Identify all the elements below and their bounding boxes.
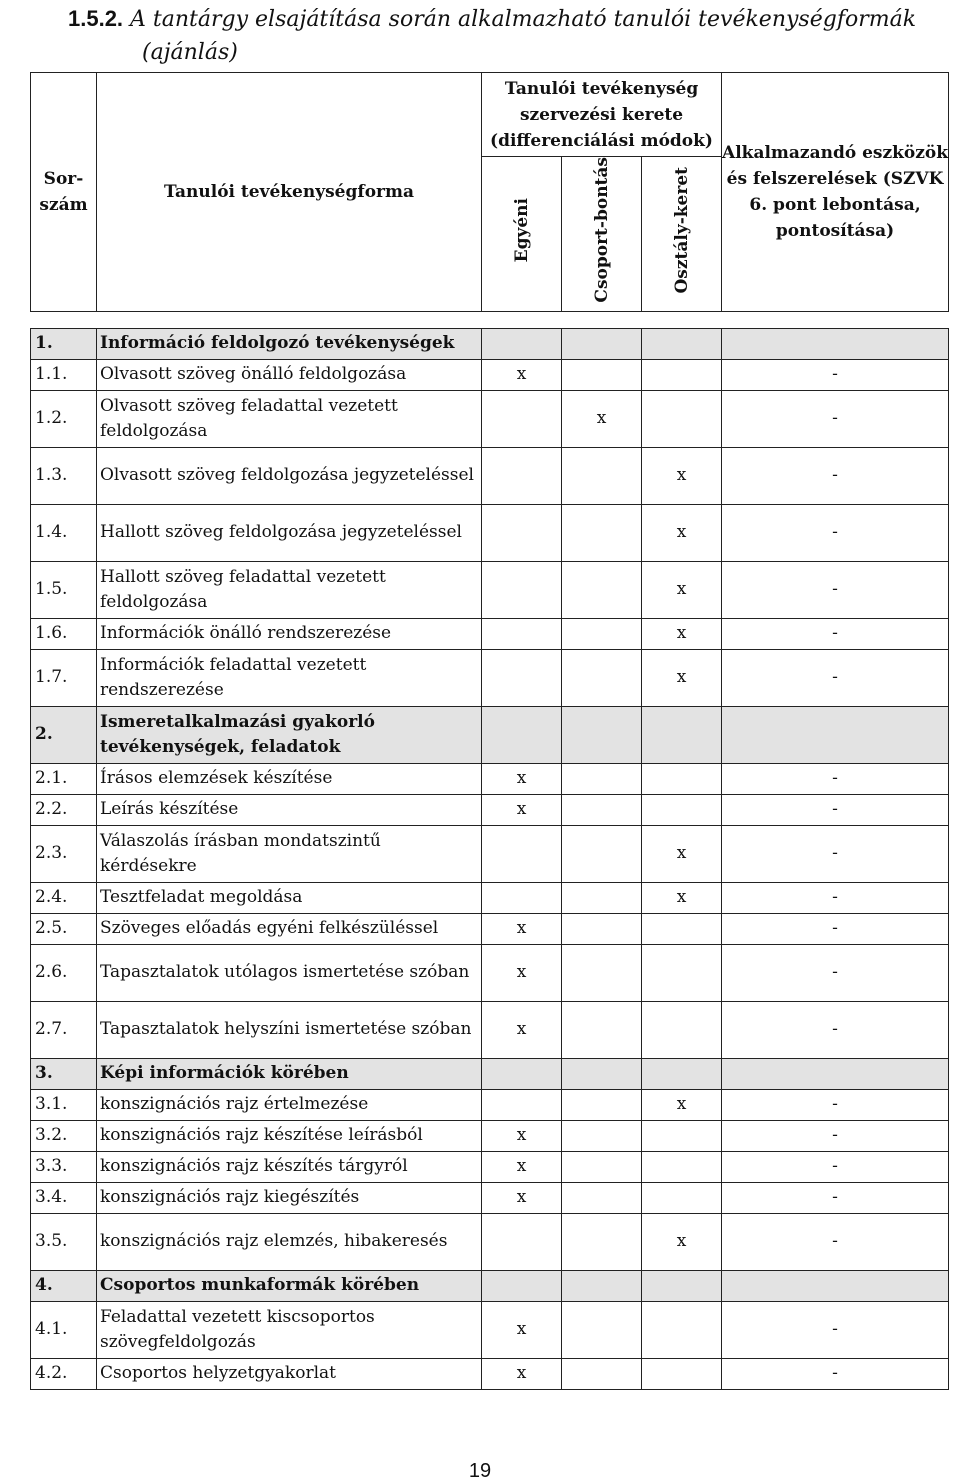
row-number: 1.6. [31, 618, 97, 649]
row-activity: Információk feladattal vezetett rendszerezése [97, 649, 482, 706]
cell-csoportbontas [562, 447, 642, 504]
table-row [31, 1089, 949, 1120]
row-activity: Olvasott szöveg önálló feldolgozása [97, 359, 482, 390]
row-activity: konszignációs rajz kiegészítés [97, 1182, 482, 1213]
cell-csoportbontas [562, 1120, 642, 1151]
table-row [31, 1001, 949, 1058]
cell-egyeni [482, 1058, 562, 1089]
cell-osztalykeret [642, 913, 722, 944]
row-number: 2.4. [31, 882, 97, 913]
table-row [31, 618, 949, 649]
row-number: 3. [31, 1058, 97, 1089]
page-number: 19 [468, 1460, 492, 1482]
header-csoportbontas: Csoport-bontás [562, 157, 642, 312]
cell-eszkozok [722, 1058, 949, 1089]
cell-osztalykeret: x [642, 447, 722, 504]
row-activity: Szöveges előadás egyéni felkészüléssel [97, 913, 482, 944]
cell-egyeni: x [482, 913, 562, 944]
cell-osztalykeret: x [642, 1213, 722, 1270]
row-activity: Információk önálló rendszerezése [97, 618, 482, 649]
cell-osztalykeret [642, 390, 722, 447]
row-activity: Feladattal vezetett kiscsoportos szövegfeldolgozás [97, 1301, 482, 1358]
cell-eszkozok: - [722, 944, 949, 1001]
cell-egyeni [482, 447, 562, 504]
section-subtitle: (ajánlás) [142, 40, 238, 65]
table-body [31, 328, 949, 1389]
table-row [31, 825, 949, 882]
section-heading [68, 2, 948, 65]
cell-csoportbontas [562, 1213, 642, 1270]
cell-csoportbontas [562, 794, 642, 825]
row-number: 2.5. [31, 913, 97, 944]
row-activity: konszignációs rajz értelmezése [97, 1089, 482, 1120]
cell-csoportbontas [562, 1151, 642, 1182]
row-activity: Képi információk körében [97, 1058, 482, 1089]
cell-eszkozok: - [722, 1001, 949, 1058]
cell-egyeni: x [482, 1301, 562, 1358]
cell-csoportbontas [562, 913, 642, 944]
cell-eszkozok: - [722, 359, 949, 390]
row-activity: Ismeretalkalmazási gyakorló tevékenységek, feladatok [97, 706, 482, 763]
row-activity: Hallott szöveg feldolgozása jegyzeteléssel [97, 504, 482, 561]
row-number: 3.5. [31, 1213, 97, 1270]
table-row [31, 359, 949, 390]
table-row [31, 649, 949, 706]
cell-egyeni: x [482, 944, 562, 1001]
cell-eszkozok: - [722, 447, 949, 504]
cell-osztalykeret: x [642, 561, 722, 618]
cell-eszkozok [722, 1270, 949, 1301]
cell-egyeni: x [482, 763, 562, 794]
cell-eszkozok: - [722, 1213, 949, 1270]
table-row [31, 1151, 949, 1182]
table-row [31, 794, 949, 825]
category-row [31, 1270, 949, 1301]
cell-osztalykeret [642, 763, 722, 794]
table-row [31, 882, 949, 913]
row-activity: Tesztfeladat megoldása [97, 882, 482, 913]
cell-eszkozok: - [722, 1089, 949, 1120]
cell-csoportbontas [562, 825, 642, 882]
header-eszkozok: Alkalmazandó eszközök és felszerelések (SZVK 6. pont lebontása, pontosítása) [722, 73, 949, 312]
cell-egyeni [482, 649, 562, 706]
cell-osztalykeret [642, 706, 722, 763]
cell-osztalykeret: x [642, 1089, 722, 1120]
cell-egyeni: x [482, 1151, 562, 1182]
table-row [31, 1213, 949, 1270]
cell-eszkozok: - [722, 1120, 949, 1151]
cell-csoportbontas [562, 1358, 642, 1389]
row-activity: Hallott szöveg feladattal vezetett feldolgozása [97, 561, 482, 618]
cell-egyeni: x [482, 1182, 562, 1213]
table-row [31, 1301, 949, 1358]
header-sorszam: Sor-szám [31, 73, 97, 312]
cell-egyeni: x [482, 794, 562, 825]
cell-osztalykeret [642, 944, 722, 1001]
cell-csoportbontas [562, 649, 642, 706]
cell-egyeni [482, 328, 562, 359]
table-row [31, 447, 949, 504]
cell-egyeni [482, 1270, 562, 1301]
row-activity: Tapasztalatok helyszíni ismertetése szóban [97, 1001, 482, 1058]
table-row [31, 561, 949, 618]
cell-egyeni: x [482, 1001, 562, 1058]
table-row [31, 1120, 949, 1151]
row-activity: Írásos elemzések készítése [97, 763, 482, 794]
row-number: 4. [31, 1270, 97, 1301]
row-number: 1.7. [31, 649, 97, 706]
cell-osztalykeret: x [642, 504, 722, 561]
row-activity: Információ feldolgozó tevékenységek [97, 328, 482, 359]
row-activity: konszignációs rajz készítése leírásból [97, 1120, 482, 1151]
cell-csoportbontas [562, 1058, 642, 1089]
cell-eszkozok [722, 706, 949, 763]
row-activity: Leírás készítése [97, 794, 482, 825]
cell-csoportbontas [562, 882, 642, 913]
cell-eszkozok: - [722, 794, 949, 825]
row-number: 2.1. [31, 763, 97, 794]
cell-egyeni [482, 825, 562, 882]
cell-csoportbontas [562, 1089, 642, 1120]
row-activity: Csoportos munkaformák körében [97, 1270, 482, 1301]
cell-csoportbontas [562, 1301, 642, 1358]
table-row [31, 944, 949, 1001]
cell-osztalykeret [642, 1151, 722, 1182]
row-number: 2.3. [31, 825, 97, 882]
cell-osztalykeret [642, 1270, 722, 1301]
cell-eszkozok: - [722, 390, 949, 447]
cell-osztalykeret [642, 1001, 722, 1058]
cell-eszkozok: - [722, 504, 949, 561]
cell-osztalykeret: x [642, 882, 722, 913]
cell-eszkozok: - [722, 825, 949, 882]
cell-csoportbontas [562, 328, 642, 359]
row-number: 3.1. [31, 1089, 97, 1120]
table-row [31, 913, 949, 944]
cell-eszkozok: - [722, 649, 949, 706]
cell-eszkozok: - [722, 618, 949, 649]
row-activity: Olvasott szöveg feladattal vezetett feldolgozása [97, 390, 482, 447]
row-activity: Válaszolás írásban mondatszintű kérdésekre [97, 825, 482, 882]
row-number: 4.2. [31, 1358, 97, 1389]
cell-eszkozok: - [722, 1301, 949, 1358]
category-row [31, 706, 949, 763]
header-tevekenysegforma: Tanulói tevékenységforma [97, 73, 482, 312]
activity-table [30, 72, 949, 1390]
row-activity: konszignációs rajz elemzés, hibakeresés [97, 1213, 482, 1270]
cell-egyeni [482, 390, 562, 447]
category-row [31, 328, 949, 359]
cell-osztalykeret [642, 328, 722, 359]
cell-egyeni [482, 1213, 562, 1270]
cell-osztalykeret: x [642, 618, 722, 649]
cell-csoportbontas [562, 1270, 642, 1301]
row-number: 3.3. [31, 1151, 97, 1182]
cell-egyeni [482, 561, 562, 618]
cell-csoportbontas [562, 504, 642, 561]
row-activity: Tapasztalatok utólagos ismertetése szóban [97, 944, 482, 1001]
cell-osztalykeret: x [642, 649, 722, 706]
cell-egyeni [482, 1089, 562, 1120]
table-row [31, 763, 949, 794]
header-szervezesi-keret: Tanulói tevékenység szervezési kerete (differenciálási módok) [482, 73, 722, 157]
row-activity: Csoportos helyzetgyakorlat [97, 1358, 482, 1389]
cell-csoportbontas [562, 618, 642, 649]
cell-eszkozok: - [722, 1151, 949, 1182]
cell-egyeni [482, 706, 562, 763]
header-osztalykeret: Osztály-keret [642, 157, 722, 312]
cell-csoportbontas [562, 763, 642, 794]
cell-csoportbontas [562, 359, 642, 390]
cell-eszkozok: - [722, 1358, 949, 1389]
row-number: 2.6. [31, 944, 97, 1001]
cell-csoportbontas [562, 706, 642, 763]
cell-eszkozok [722, 328, 949, 359]
cell-egyeni: x [482, 359, 562, 390]
row-activity: Olvasott szöveg feldolgozása jegyzeteléssel [97, 447, 482, 504]
row-number: 2.2. [31, 794, 97, 825]
row-number: 1.1. [31, 359, 97, 390]
row-number: 1.3. [31, 447, 97, 504]
row-number: 2. [31, 706, 97, 763]
table-row [31, 1358, 949, 1389]
table-row [31, 504, 949, 561]
cell-osztalykeret [642, 1358, 722, 1389]
table-row [31, 390, 949, 447]
row-number: 1. [31, 328, 97, 359]
cell-eszkozok: - [722, 561, 949, 618]
cell-csoportbontas [562, 1001, 642, 1058]
section-number: 1.5.2. [68, 6, 124, 31]
cell-csoportbontas [562, 944, 642, 1001]
cell-egyeni [482, 618, 562, 649]
cell-eszkozok: - [722, 763, 949, 794]
cell-osztalykeret [642, 1058, 722, 1089]
section-title: A tantárgy elsajátítása során alkalmazható tanulói tevékenységformák [130, 7, 917, 32]
row-number: 1.4. [31, 504, 97, 561]
cell-osztalykeret: x [642, 825, 722, 882]
cell-csoportbontas: x [562, 390, 642, 447]
row-number: 1.2. [31, 390, 97, 447]
cell-osztalykeret [642, 794, 722, 825]
cell-osztalykeret [642, 1120, 722, 1151]
cell-egyeni [482, 882, 562, 913]
row-number: 3.2. [31, 1120, 97, 1151]
cell-csoportbontas [562, 1182, 642, 1213]
row-number: 1.5. [31, 561, 97, 618]
row-activity: konszignációs rajz készítés tárgyról [97, 1151, 482, 1182]
cell-egyeni: x [482, 1358, 562, 1389]
cell-osztalykeret [642, 359, 722, 390]
row-number: 2.7. [31, 1001, 97, 1058]
header-egyeni: Egyéni [482, 157, 562, 312]
cell-osztalykeret [642, 1182, 722, 1213]
cell-egyeni: x [482, 1120, 562, 1151]
cell-csoportbontas [562, 561, 642, 618]
cell-eszkozok: - [722, 1182, 949, 1213]
cell-egyeni [482, 504, 562, 561]
row-number: 3.4. [31, 1182, 97, 1213]
cell-eszkozok: - [722, 913, 949, 944]
table-row [31, 1182, 949, 1213]
cell-osztalykeret [642, 1301, 722, 1358]
category-row [31, 1058, 949, 1089]
cell-eszkozok: - [722, 882, 949, 913]
row-number: 4.1. [31, 1301, 97, 1358]
